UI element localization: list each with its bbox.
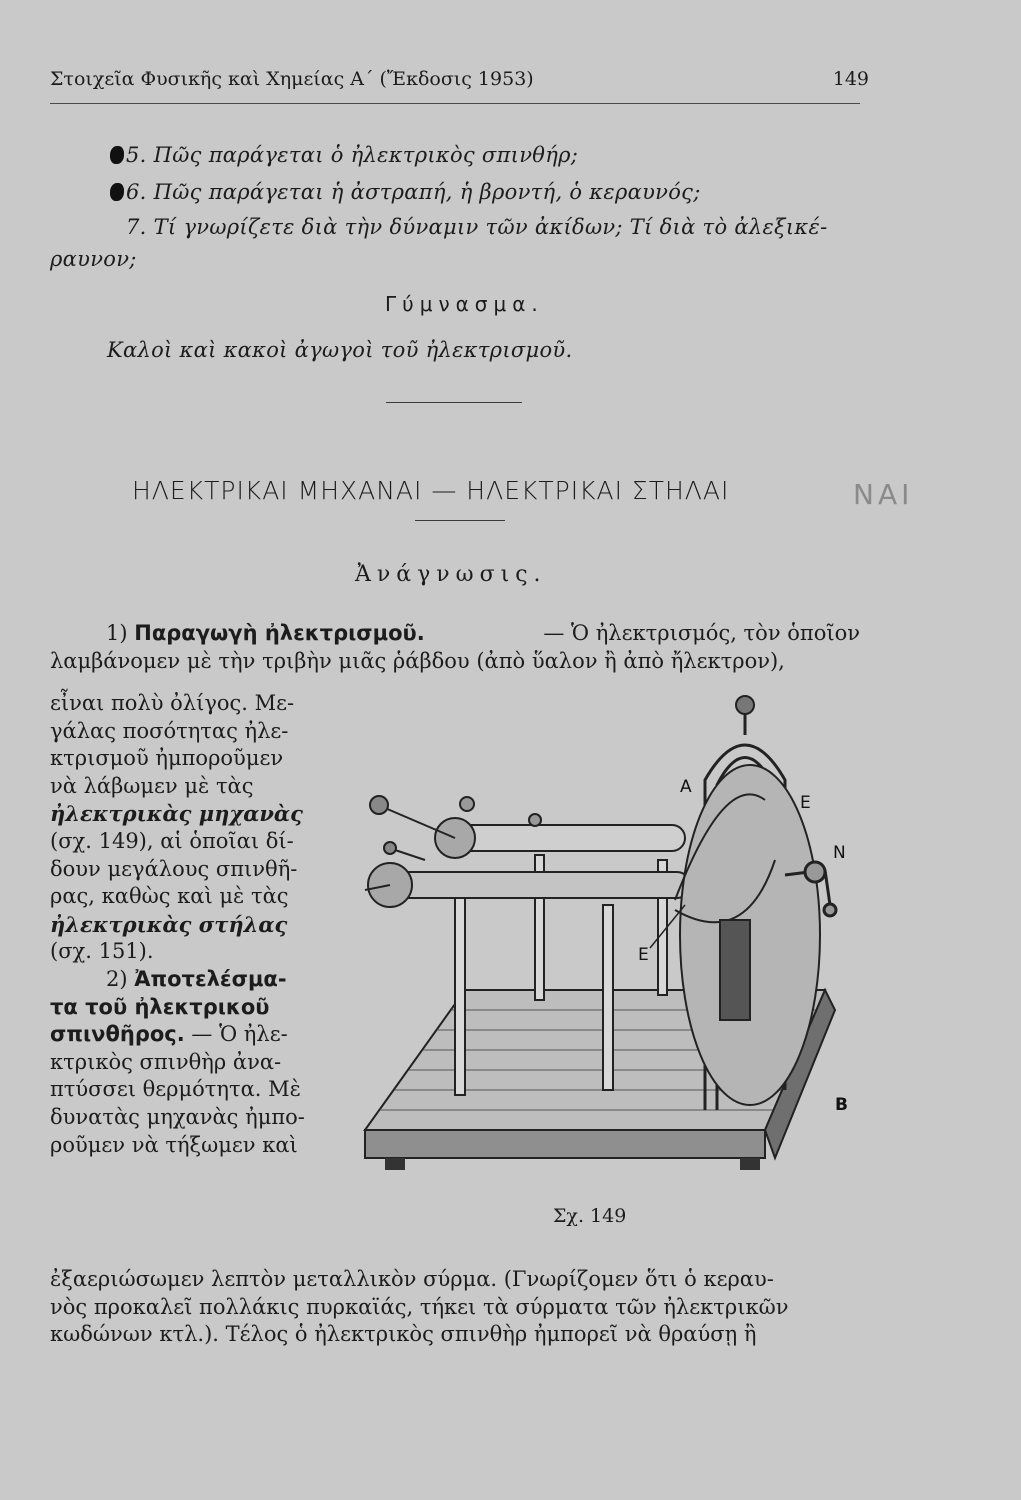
exercise-text: Καλοὶ καὶ κακοὶ ἀγωγοὶ τοῦ ἠλεκτρισμοῦ. bbox=[107, 338, 573, 362]
ink-mark-icon bbox=[110, 183, 124, 201]
electric-machine-figure bbox=[345, 690, 865, 1190]
glass-leg bbox=[455, 895, 465, 1095]
top-knob bbox=[736, 696, 754, 714]
ink-mark-icon bbox=[110, 146, 124, 164]
question-7-continuation: ραυνον; bbox=[50, 247, 137, 271]
figure-label-B: Β bbox=[835, 1095, 848, 1115]
figure-label-N: Ν bbox=[833, 843, 846, 863]
para2-continuation: ἐξαεριώσωμεν λεπτὸν μεταλλικὸν σύρμα. (Γνωρίζομεν ὅτι ὁ κεραυ- νὸς προκαλεῖ πολλάκις πυρκαϊάς, τήκει τὰ σύρματα τῶν ἠλεκτρικῶν κωδώνων κτλ.). Τέλος ὁ ἠλεκτρικὸς σπινθὴρ ἠμπορεῖ νὰ θραύσῃ ἢ bbox=[50, 1267, 789, 1347]
figure-caption: Σχ. 149 bbox=[553, 1205, 627, 1227]
figure-label-E-lower: Ε bbox=[638, 945, 649, 965]
para1-intro: 1) Παραγωγὴ ἠλεκτρισμοῦ. — Ὁ ἠλεκτρισμός, τὸν ὁποῖον λαμβάνομεν μὲ τὴν τριβὴν μιᾶς ῥάβδου (ἀπὸ ὕαλον ἢ ἀπὸ ἤλεκτρον), bbox=[50, 621, 860, 673]
running-header: Στοιχεῖα Φυσικῆς καὶ Χημείας Α΄ (Ἔκδοσις 1953) bbox=[50, 68, 534, 90]
question-5: 5. Πῶς παράγεται ὁ ἠλεκτρικὸς σπινθήρ; bbox=[110, 143, 578, 167]
title-separator bbox=[415, 520, 505, 521]
header-rule bbox=[50, 103, 860, 104]
question-6: 6. Πῶς παράγεται ἡ ἀστραπή, ἡ βροντή, ὁ κεραυνός; bbox=[110, 180, 701, 204]
section-title: ΗΛΕΚΤΡΙΚΑΙ ΜΗΧΑΝΑΙ — ΗΛΕΚΤΡΙΚΑΙ ΣΤΗΛΑΙ bbox=[132, 476, 730, 505]
platform-front bbox=[365, 1130, 765, 1158]
handwritten-note: ΝΑΙ bbox=[853, 478, 914, 511]
figure-label-E-upper: Ε bbox=[800, 793, 811, 813]
text-column: εἶναι πολὺ ὀλίγος. Με- γάλας ποσότητας ἠλε- κτρισμοῦ ἠμποροῦμεν νὰ λάβωμεν μὲ τὰς ἠλεκτρικὰς μηχανὰς (σχ. 149), αἱ ὁποῖαι δί- δουν μεγάλους σπινθῆ- ρας, καθὼς καὶ μὲ τὰς ἠλεκτρικὰς στήλας (σχ. 151). 2) Ἀποτελέσμα- τα τοῦ ἠλεκτρικοῦ σπινθῆρος. — Ὁ ἠλε- κτρικὸς σπινθὴρ ἀνα- πτύσσει θερμότητα. Μὲ δυνατὰς μηχανὰς ἠμπο- ροῦμεν νὰ τήξωμεν καὶ bbox=[50, 691, 305, 1157]
reading-heading: Ἀνάγνωσις. bbox=[355, 562, 547, 587]
section-separator bbox=[386, 402, 522, 403]
glass-leg bbox=[603, 905, 613, 1090]
exercise-heading: Γύμνασμα. bbox=[385, 292, 544, 316]
page-number: 149 bbox=[832, 68, 869, 90]
conductor-upper bbox=[455, 825, 685, 851]
conductor-lower bbox=[390, 872, 690, 898]
figure-label-A: Α bbox=[680, 777, 692, 797]
question-7: 7. Τί γνωρίζετε διὰ τὴν δύναμιν τῶν ἀκίδων; Τί διὰ τὸ ἀλεξικέ- bbox=[126, 215, 828, 239]
